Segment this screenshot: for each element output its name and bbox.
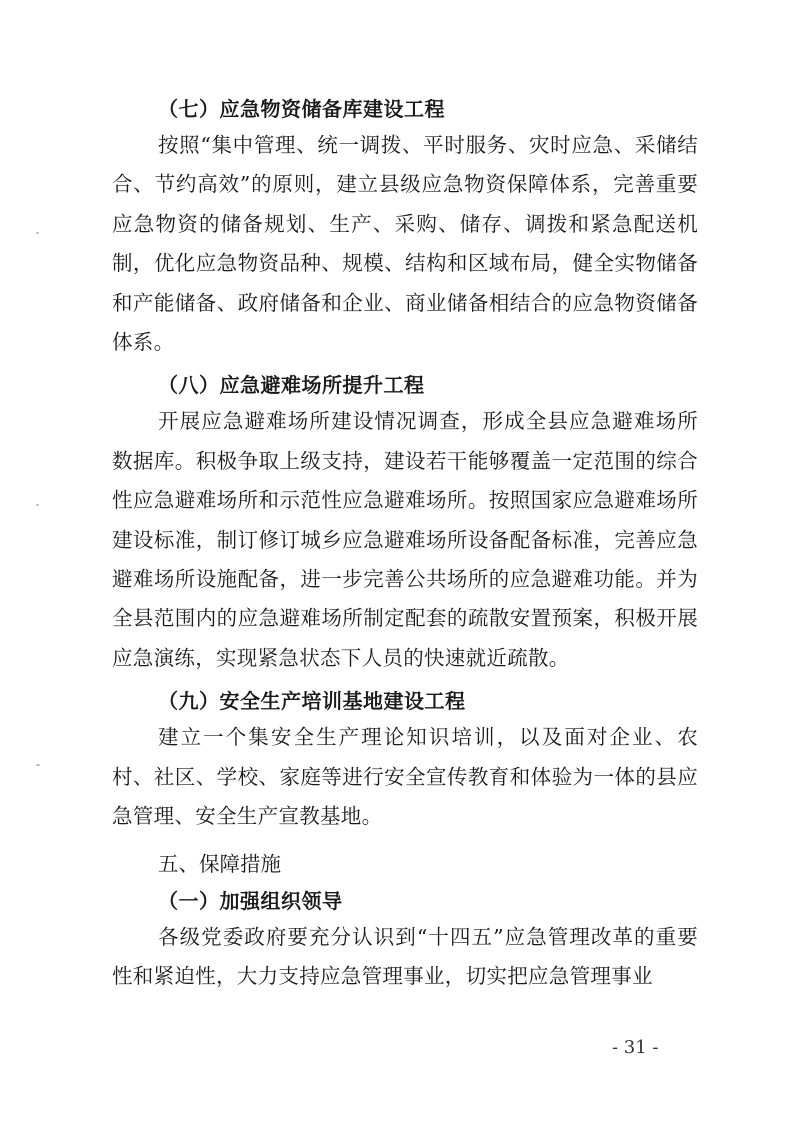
section-title-safeguards: 五、保障措施 <box>158 851 281 876</box>
heading-safety-training-base: （九）安全生产培训基地建设工程 <box>158 689 466 714</box>
page-number: - 31 - <box>612 1037 659 1058</box>
scan-speck <box>36 764 40 766</box>
page-body <box>112 92 698 996</box>
scan-speck <box>36 232 39 234</box>
heading-shelter-upgrade: （八）应急避难场所提升工程 <box>158 373 425 398</box>
scan-speck <box>36 504 39 506</box>
heading-materials-reserve: （七）应急物资储备库建设工程 <box>158 97 445 121</box>
paragraph-organizational-leadership: 各级党委政府要充分认识到“十四五”应急管理改革的重要性和紧迫性，大力支持应急管理事业，切实把应急管理事业 <box>112 924 698 988</box>
paragraph-shelter-upgrade: 开展应急避难场所建设情况调查，形成全县应急避难场所数据库。积极争取上级支持，建设若干能够覆盖一定范围的综合性应急避难场所和示范性应急避难场所。按照国家应急避难场所建设标准，制订修订城乡应急避难场所设备配备标准，完善应急避难场所设施配备，进一步完善公共场所的应急避难功能。并为全县范围内的应急避难场所制定配套的疏散安置预案，积极开展应急演练，实现紧急状态下人员的快速就近疏散。 <box>112 409 698 670</box>
paragraph-safety-training-base: 建立一个集安全生产理论知识培训，以及面对企业、农村、社区、学校、家庭等进行安全宣传教育和体验为一体的县应急管理、安全生产宣教基地。 <box>112 725 698 829</box>
heading-organizational-leadership: （一）加强组织领导 <box>158 888 343 913</box>
paragraph-materials-reserve: 按照“集中管理、统一调拨、平时服务、灾时应急、采储结合、节约高效”的原则，建立县级应急物资保障体系，完善重要应急物资的储备规划、生产、采购、储存、调拨和紧急配送机制，优化应急物资品种、规模、结构和区域布局，健全实物储备和产能储备、政府储备和企业、商业储备相结合的应急物资储备体系。 <box>112 133 698 355</box>
